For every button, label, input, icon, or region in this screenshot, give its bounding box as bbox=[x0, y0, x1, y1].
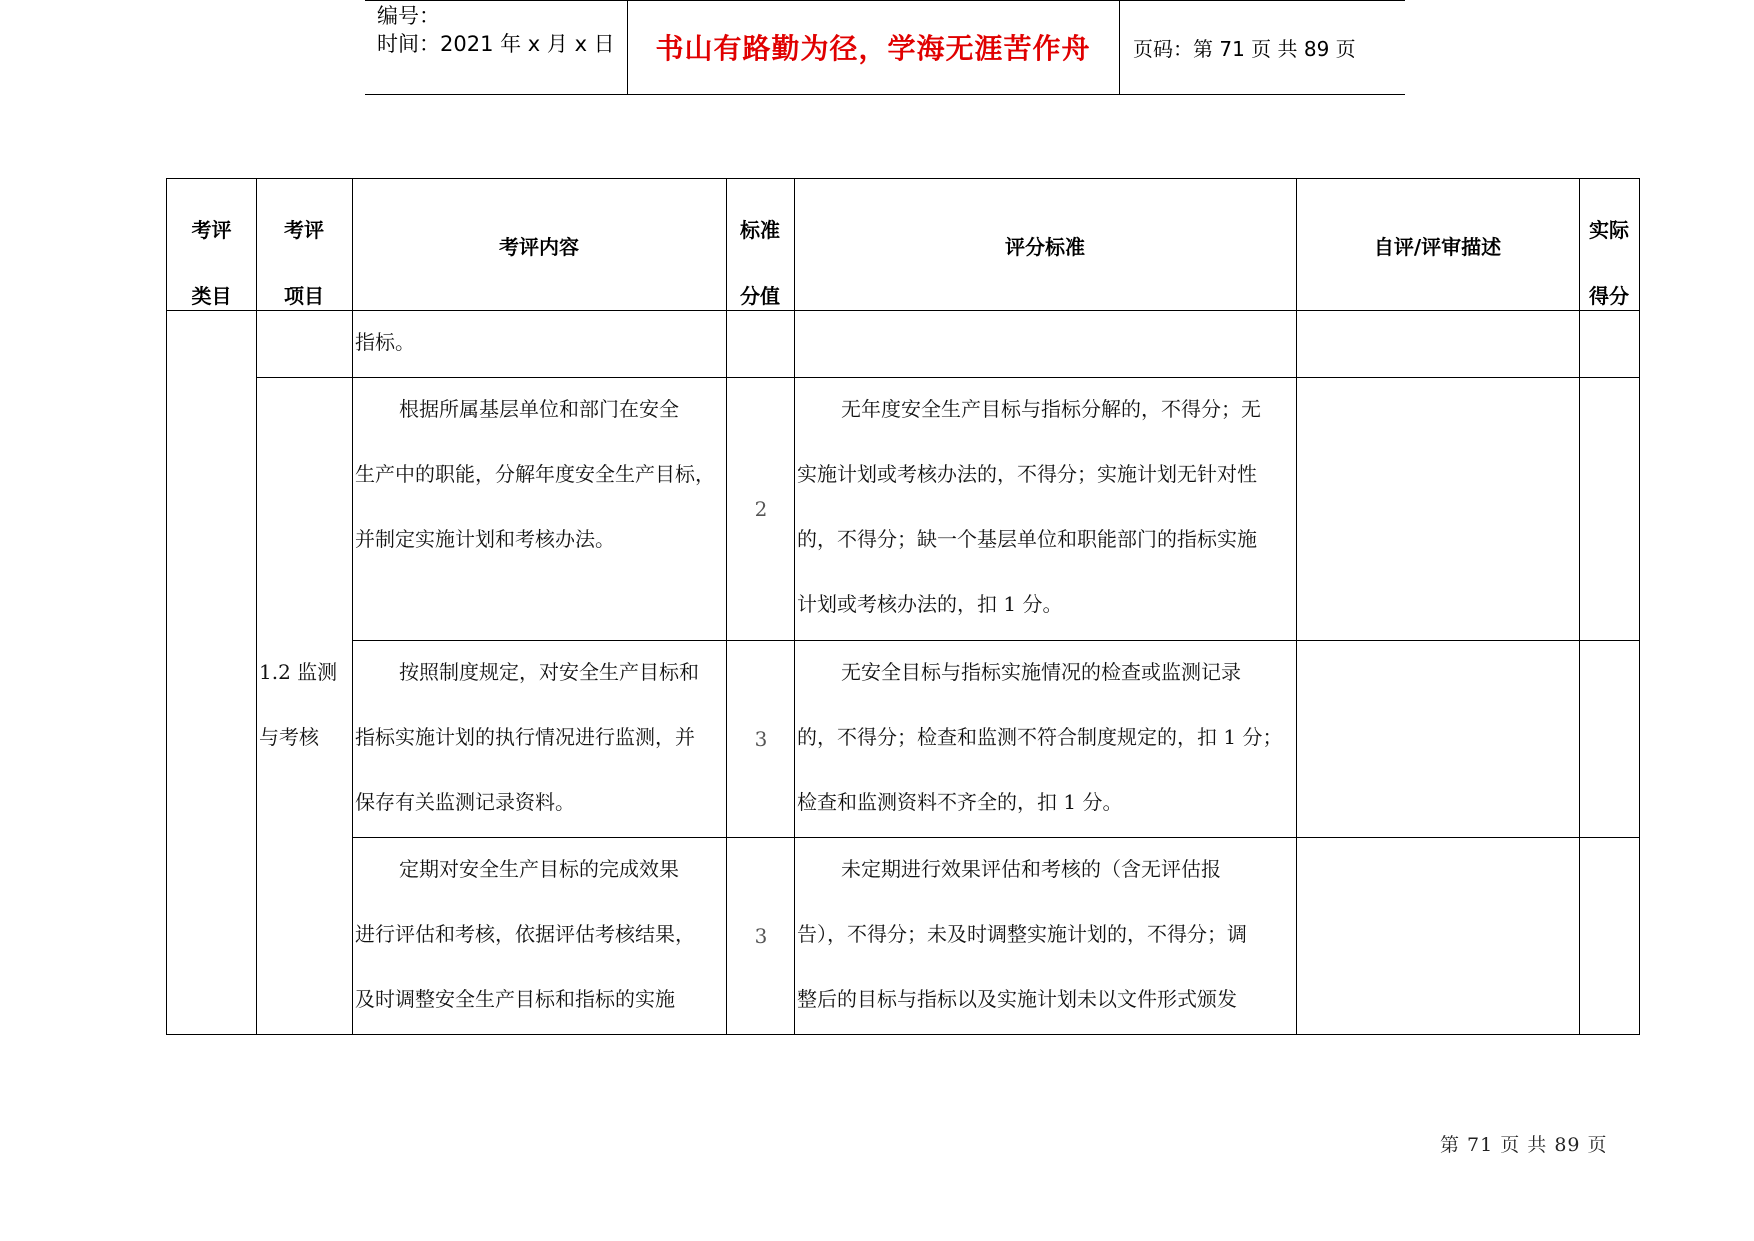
page-header bbox=[365, 0, 1405, 95]
header-standard-score bbox=[726, 197, 794, 329]
row3-criteria bbox=[797, 640, 1295, 835]
footer-page-number: 第 71 页 共 89 页 bbox=[1440, 1134, 1608, 1156]
criteria-line: 的，不得分；检查和监测不符合制度规定的，扣 1 分； bbox=[797, 725, 1283, 749]
header-category-line2: 类目 bbox=[191, 284, 232, 308]
criteria-line: 告），不得分；未及时调整实施计划的，不得分；调 bbox=[797, 922, 1247, 946]
row2-criteria bbox=[797, 377, 1295, 637]
content-line: 根据所属基层单位和部门在安全 bbox=[399, 397, 679, 421]
criteria-line: 的，不得分；缺一个基层单位和职能部门的指标实施 bbox=[797, 527, 1257, 551]
criteria-line: 实施计划或考核办法的，不得分；实施计划无针对性 bbox=[797, 462, 1257, 486]
col-divider bbox=[352, 179, 353, 1034]
criteria-line: 未定期进行效果评估和考核的（含无评估报 bbox=[841, 857, 1221, 881]
header-actual-score-line2: 得分 bbox=[1589, 284, 1629, 308]
header-standard-score-line2: 分值 bbox=[740, 284, 780, 308]
header-category-line1: 考评 bbox=[191, 218, 232, 242]
content-line: 及时调整安全生产目标和指标的实施 bbox=[355, 987, 675, 1011]
row2-score: 2 bbox=[754, 497, 768, 521]
header-motto-cell bbox=[627, 0, 1120, 94]
content-line: 按照制度规定，对安全生产目标和 bbox=[399, 660, 699, 684]
row3-score: 3 bbox=[754, 727, 768, 751]
row4-score: 3 bbox=[754, 924, 768, 948]
col-divider bbox=[794, 179, 795, 1034]
header-content: 考评内容 bbox=[499, 235, 579, 259]
header-item bbox=[256, 197, 352, 329]
content-line: 并制定实施计划和考核办法。 bbox=[355, 527, 615, 551]
criteria-line: 检查和监测资料不齐全的，扣 1 分。 bbox=[797, 790, 1123, 814]
header-actual-score bbox=[1579, 197, 1639, 329]
header-self-review: 自评/评审描述 bbox=[1373, 235, 1502, 259]
item-label bbox=[259, 640, 351, 770]
item-label-line1: 1.2 监测 bbox=[259, 660, 338, 684]
header-standard-score-line1: 标准 bbox=[740, 218, 780, 242]
motto-text: 书山有路勤为径，学海无涯苦作舟 bbox=[655, 32, 1091, 65]
content-line: 定期对安全生产目标的完成效果 bbox=[399, 857, 679, 881]
row2-content bbox=[355, 377, 725, 572]
evaluation-table bbox=[166, 178, 1640, 1035]
header-item-line2: 项目 bbox=[284, 284, 324, 308]
row4-content bbox=[355, 837, 725, 1032]
row3-content bbox=[355, 640, 725, 835]
header-criteria: 评分标准 bbox=[1005, 235, 1085, 259]
criteria-line: 无安全目标与指标实施情况的检查或监测记录 bbox=[841, 660, 1241, 684]
header-meta-cell bbox=[365, 0, 628, 94]
item-label-line2: 与考核 bbox=[259, 725, 319, 749]
header-item-line1: 考评 bbox=[284, 218, 324, 242]
criteria-line: 无年度安全生产目标与指标分解的，不得分；无 bbox=[841, 397, 1261, 421]
criteria-line: 计划或考核办法的，扣 1 分。 bbox=[797, 592, 1063, 616]
content-line: 生产中的职能，分解年度安全生产目标， bbox=[355, 462, 715, 486]
serial-label: 编号： bbox=[377, 4, 440, 28]
row4-criteria bbox=[797, 837, 1295, 1032]
header-page-cell bbox=[1119, 0, 1405, 94]
header-actual-score-line1: 实际 bbox=[1589, 218, 1629, 242]
content-line: 指标实施计划的执行情况进行监测，并 bbox=[355, 725, 695, 749]
header-category bbox=[167, 197, 256, 329]
time-label: 时间：2021 年 x 月 x 日 bbox=[377, 32, 615, 56]
header-page-info: 页码：第 71 页 共 89 页 bbox=[1133, 36, 1356, 61]
col-divider bbox=[1296, 179, 1297, 1034]
content-line: 进行评估和考核，依据评估考核结果， bbox=[355, 922, 695, 946]
row1-content bbox=[355, 310, 725, 375]
criteria-line: 整后的目标与指标以及实施计划未以文件形式颁发 bbox=[797, 987, 1237, 1011]
content-line: 保存有关监测记录资料。 bbox=[355, 790, 575, 814]
content-line: 指标。 bbox=[355, 330, 415, 354]
